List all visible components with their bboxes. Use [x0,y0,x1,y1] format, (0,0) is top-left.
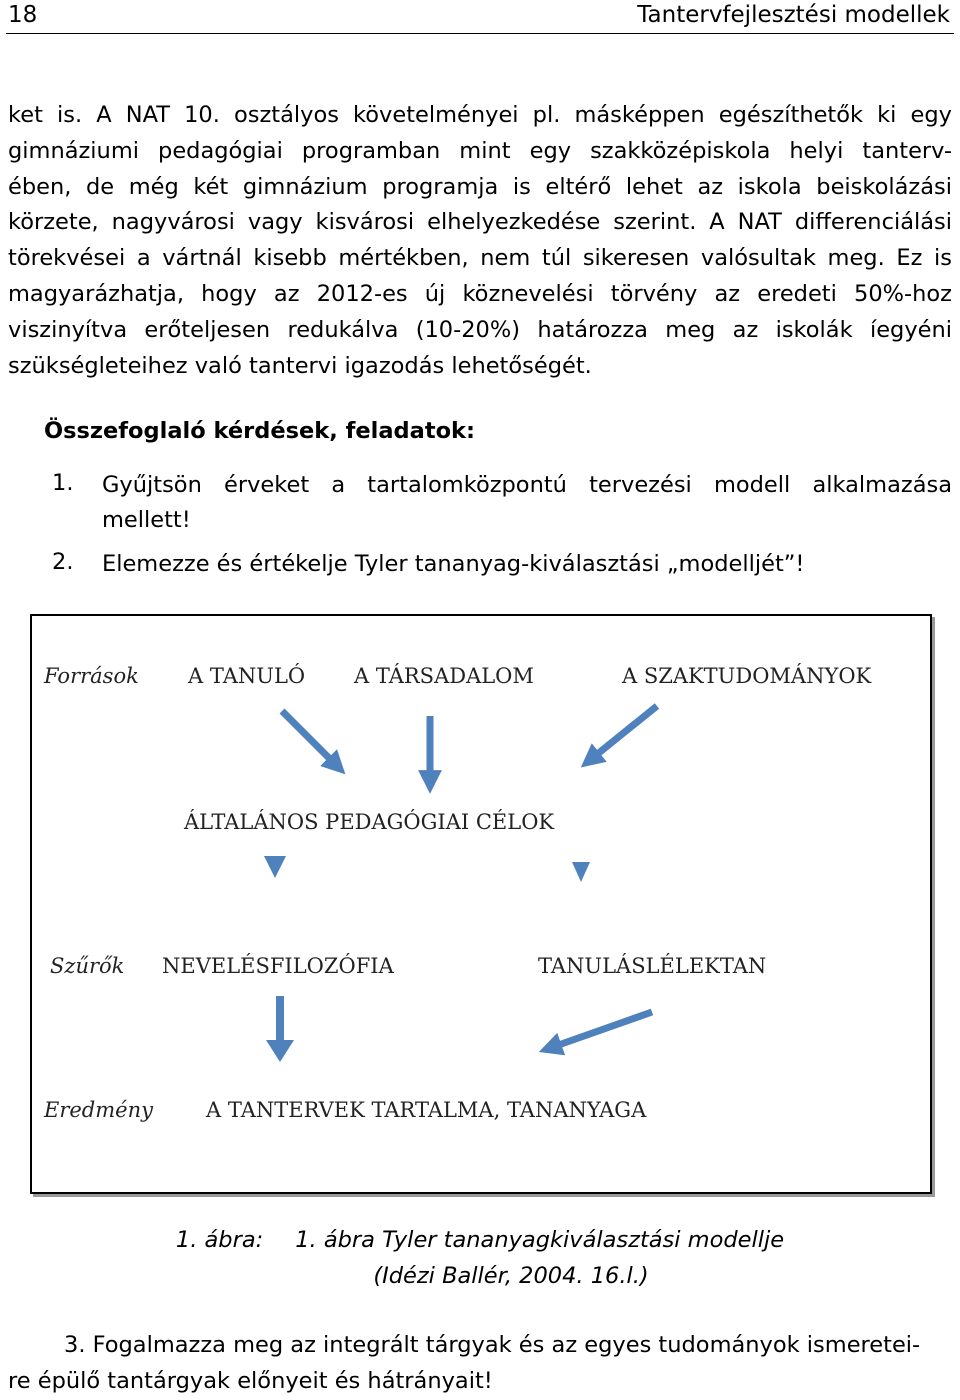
caption-title: 1. ábra Tyler tananyagkiválasztási modellje [295,1227,785,1253]
figure-caption [0,1222,960,1294]
question-text [102,547,804,582]
question-line: mellett! [102,507,191,533]
paragraph-line: szükségleteihez való tantervi igazodás lehetőségét. [8,352,592,379]
node-result: A TANTERVEK TARTALMA, TANANYAGA [206,1098,647,1122]
paragraph-line: viszinyítva erőteljesen redukálva (10-20%) határozza meg az iskolák íegyéni [8,316,952,343]
question-text [102,468,952,538]
paragraph-line: ket is. A NAT 10. osztályos követelményei pl. másképpen egészíthetők ki egy [8,102,952,128]
task-line: 3. Fogalmazza meg az integrált tárgyak és az egyes tudományok ismeretei- [64,1332,921,1358]
node-disciplines: A SZAKTUDOMÁNYOK [622,664,872,688]
caption-label: 1. ábra: [175,1227,264,1253]
question-number: 2. [52,549,74,575]
node-psychology: TANULÁSLÉLEKTAN [538,954,767,978]
label-filters: Szűrők [50,954,125,978]
label-sources: Források [44,664,139,688]
page-number: 18 [8,2,38,28]
running-header-title: Tantervfejlesztési modellek [637,2,950,28]
node-philosophy: NEVELÉSFILOZÓFIA [162,954,394,978]
arrow-learner-to-goals [282,711,337,766]
paragraph-line: körzete, nagyvárosi vagy kisvárosi elhelyezkedése szerint. A NAT differenciálási [8,209,952,236]
triangle-goals-to-psychology [572,862,590,882]
body-paragraph [8,98,952,384]
task-line: re épülő tantárgyak előnyeit és hátrányait! [8,1367,493,1394]
node-learner: A TANULÓ [188,664,306,688]
paragraph-line: ében, de még két gimnázium programja is eltérő lehet az iskola beiskolázási [8,173,952,200]
arrow-philosophy-to-result [266,996,294,1062]
paragraph-line: törekvései a vártnál kisebb mértékben, nem túl sikeresen valósultak meg. Ez is [8,245,952,272]
paragraph-line: gimnáziumi pedagógiai programban mint egy szakközépiskola helyi tanterv- [8,137,952,164]
tyler-model-figure [30,614,932,1194]
label-result: Eredmény [44,1098,153,1122]
arrow-psychology-to-result [550,1012,652,1048]
node-society: A TÁRSADALOM [354,664,534,688]
paragraph-line: magyarázhatja, hogy az 2012-es új köznevelési törvény az eredeti 50%-hoz [8,280,952,307]
arrow-disciplines-to-goals [590,706,657,760]
header-divider [6,33,954,34]
question-line: Elemezze és értékelje Tyler tananyag-kiválasztási „modelljét”! [102,551,805,577]
triangle-goals-to-philosophy [264,856,286,878]
questions-heading: Összefoglaló kérdések, feladatok: [44,418,476,444]
node-general-goals: ÁLTALÁNOS PEDAGÓGIAI CÉLOK [184,810,555,834]
caption-source: (Idézi Ballér, 2004. 16.l.) [373,1263,649,1289]
question-line: Gyűjtsön érveket a tartalomközpontú tervezési modell alkalmazása [102,472,952,498]
question-number: 1. [52,470,74,496]
task-3 [8,1328,952,1400]
